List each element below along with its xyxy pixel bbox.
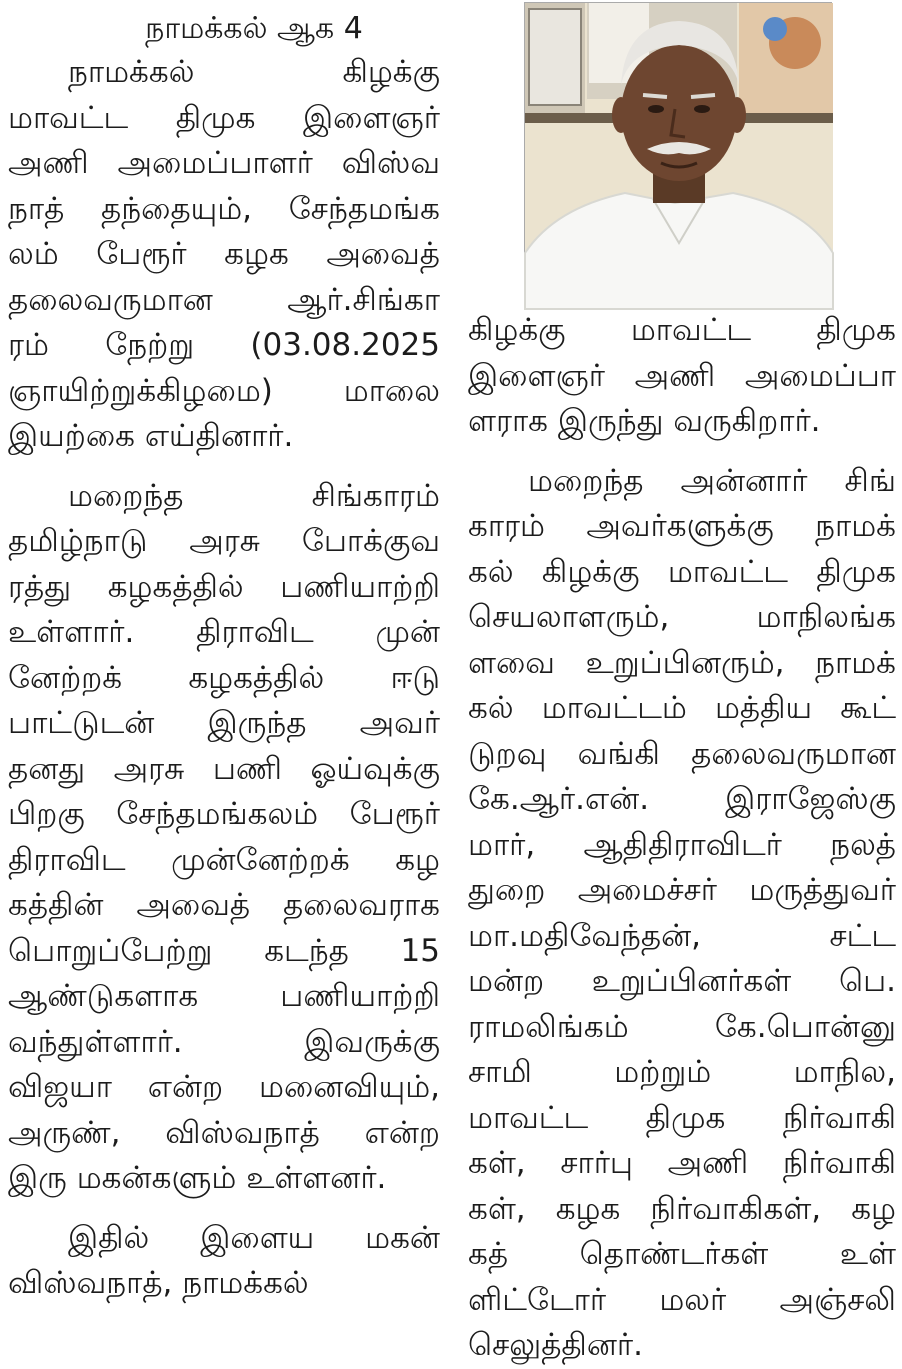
text-line: டுறவு வங்கி தலைவருமான [468,735,896,772]
text-line: பிறகு சேந்தமங்கலம் பேரூர் [8,796,440,832]
text-line: நாத் தந்தையும், சேந்தமங்க [8,190,440,227]
text-line: ளவை உறுப்பினரும், நாமக் [468,644,896,681]
text-line: வந்துள்ளார். இவருக்கு [8,1023,440,1060]
article-paragraph [8,50,440,460]
text-line: கள், சார்பு அணி நிர்வாகி [468,1145,896,1181]
text-line: மறைந்த சிங்காரம் [68,477,440,514]
text-line: கத் தொண்டர்கள் உள் [468,1236,896,1272]
right-column [468,308,896,1369]
text-line: கள், கழக நிர்வாகிகள், கழ [468,1190,896,1227]
text-line: கிழக்கு மாவட்ட திமுக [468,312,896,348]
article-paragraph [468,459,896,1369]
text-line: தனது அரசு பணி ஓய்வுக்கு [8,750,440,787]
text-line: மாவட்ட திமுக நிர்வாகி [468,1099,896,1136]
text-line: ஞாயிற்றுக்கிழமை) மாலை [8,372,440,409]
text-line: பாட்டுடன் இருந்த அவர் [8,705,440,741]
text-line: னேற்றக் கழகத்தில் ஈடு [8,659,440,696]
text-line: மார், ஆதிதிராவிடர் நலத் [468,826,896,863]
right-article-body [468,308,896,1369]
text-line: இதில் இளைய மகன் [68,1219,440,1256]
text-line: ளிட்டோர் மலர் அஞ்சலி [468,1281,896,1318]
text-line: இரு மகன்களும் உள்ளனர். [8,1160,387,1196]
text-line: ராமலிங்கம் கே.பொன்னு [468,1008,896,1045]
text-line: உள்ளார். திராவிட முன் [8,614,440,650]
text-line: செயலாளரும், மாநிலங்க [468,599,896,635]
text-line: லம் பேரூர் கழக அவைத் [8,236,440,272]
article-paragraph [8,474,440,1202]
text-line: கல் கிழக்கு மாவட்ட திமுக [468,553,896,590]
text-line: சாமி மற்றும் மாநில, [468,1054,896,1090]
text-line: ளராக இருந்து வருகிறார். [468,403,821,439]
text-line: துறை அமைச்சர் மருத்துவர் [468,872,896,908]
text-line: காரம் அவர்களுக்கு நாமக் [468,508,896,544]
text-line: திராவிட முன்னேற்றக் கழ [8,841,440,878]
text-line: இயற்கை எய்தினார். [8,418,294,454]
text-line: செலுத்தினர். [468,1327,643,1363]
text-line: பொறுப்பேற்று கடந்த 15 [8,932,440,969]
text-line: மாவட்ட திமுக இளைஞர் [8,99,440,136]
left-article-body [8,50,440,1307]
text-line: ரம் நேற்று (03.08.2025 [8,327,440,363]
text-line: அருண், விஸ்வநாத் என்ற [8,1114,440,1151]
text-line: விஜயா என்ற மனைவியும், [8,1069,440,1105]
portrait-photo [524,2,832,308]
text-line: தமிழ்நாடு அரசு போக்குவ [8,523,440,559]
text-line: அணி அமைப்பாளர் விஸ்வ [8,145,440,181]
text-line: நாமக்கல் கிழக்கு [68,54,440,90]
text-line: மா.மதிவேந்தன், சட்ட [468,917,896,954]
left-column [8,0,440,1307]
paragraph-gap [8,1202,440,1216]
text-line: கே.ஆர்.என். இராஜேஸ்கு [468,781,896,817]
paragraph-gap [468,445,896,459]
article-paragraph [468,308,896,445]
article-paragraph [8,1216,440,1307]
text-line: தலைவருமான ஆர்.சிங்கா [8,281,440,318]
paragraph-gap [8,460,440,474]
text-line: மன்ற உறுப்பினர்கள் பெ. [468,963,896,999]
text-line: இளைஞர் அணி அமைப்பா [468,357,896,394]
portrait-illustration [525,3,833,309]
text-line: கத்தின் அவைத் தலைவராக [8,887,440,923]
text-line: விஸ்வநாத், நாமக்கல் [8,1265,309,1301]
text-line: ஆண்டுகளாக பணியாற்றி [8,978,440,1014]
dateline: நாமக்கல் ஆக 4 [145,11,363,46]
text-line: கல் மாவட்டம் மத்திய கூட் [468,690,896,726]
text-line: ரத்து கழகத்தில் பணியாற்றி [8,568,440,605]
text-line: மறைந்த அன்னார் சிங் [528,462,896,499]
